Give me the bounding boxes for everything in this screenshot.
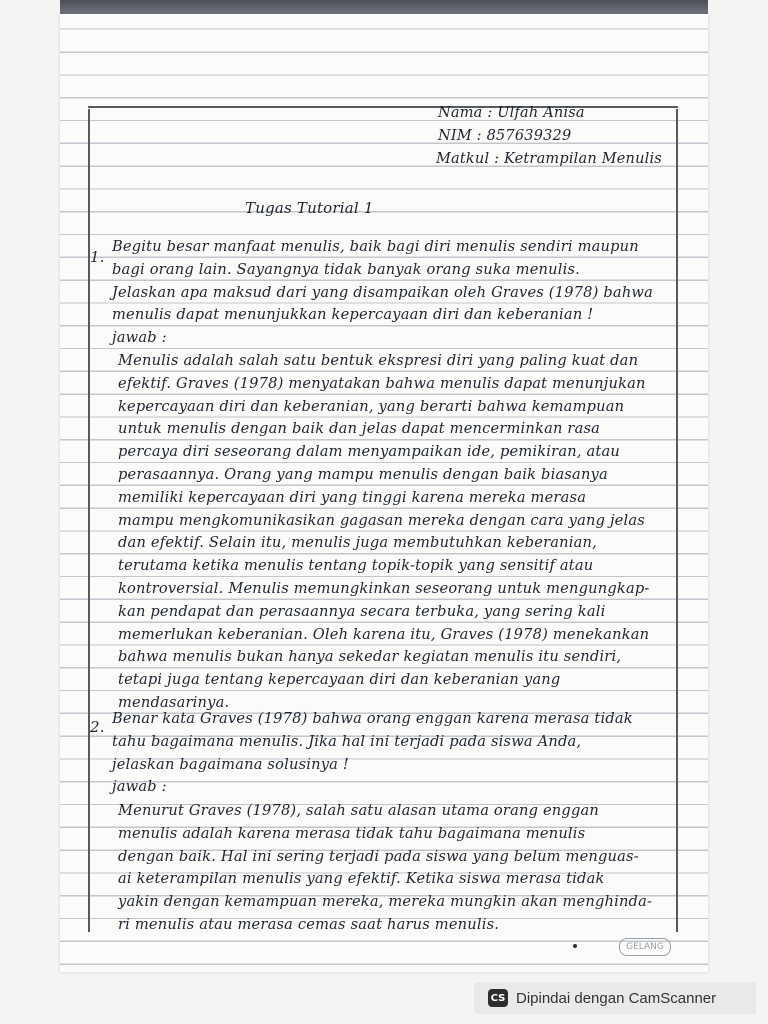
answer-line: kepercayaan diri dan keberanian, yang berarti bahwa kemampuan bbox=[118, 397, 625, 415]
page-mark bbox=[573, 944, 577, 948]
question-line: jelaskan bagaimana solusinya ! bbox=[112, 755, 349, 773]
answer-line: efektif. Graves (1978) menyatakan bahwa menulis dapat menunjukan bbox=[118, 374, 646, 392]
answer-line: menulis adalah karena merasa tidak tahu bagaimana menulis bbox=[118, 824, 586, 842]
question-1-number: 1. bbox=[90, 248, 105, 266]
question-1-text bbox=[112, 236, 672, 350]
left-margin-line bbox=[88, 109, 90, 932]
notebook-brand-stamp: GELANG bbox=[619, 938, 671, 956]
question-line: bagi orang lain. Sayangnya tidak banyak orang suka menulis. bbox=[112, 260, 580, 278]
student-nim: NIM : 857639329 bbox=[438, 128, 572, 144]
question-line: Begitu besar manfaat menulis, baik bagi diri menulis sendiri maupun bbox=[112, 238, 639, 255]
answer-line: kan pendapat dan perasaannya secara terbuka, yang sering kali bbox=[118, 602, 606, 620]
question-2-number: 2. bbox=[90, 718, 105, 736]
camscanner-watermark bbox=[474, 982, 756, 1014]
answer-line: Menurut Graves (1978), salah satu alasan utama orang enggan bbox=[118, 802, 599, 819]
answer-line: untuk menulis dengan baik dan jelas dapat mencerminkan rasa bbox=[118, 420, 601, 438]
question-2-text bbox=[112, 708, 672, 799]
answer-line: ai keterampilan menulis yang efektif. Ketika siswa merasa tidak bbox=[118, 870, 605, 888]
camscanner-logo-icon: CS bbox=[488, 989, 508, 1007]
question-line: tahu bagaimana menulis. Jika hal ini terjadi pada siswa Anda, bbox=[112, 732, 582, 750]
answer-1-text bbox=[118, 350, 678, 715]
answer-line: percaya diri seseorang dalam menyampaikan ide, pemikiran, atau bbox=[118, 443, 620, 461]
answer-line: ri menulis atau merasa cemas saat harus menulis. bbox=[118, 915, 500, 933]
answer-line: mendasarinya. bbox=[118, 693, 230, 711]
answer-label: jawab : bbox=[112, 778, 167, 796]
answer-line: terutama ketika menulis tentang topik-topik yang sensitif atau bbox=[118, 557, 594, 575]
answer-line: yakin dengan kemampuan mereka, mereka mungkin akan menghinda- bbox=[118, 893, 653, 911]
question-line: Jelaskan apa maksud dari yang disampaikan oleh Graves (1978) bahwa bbox=[112, 283, 654, 301]
answer-line: memerlukan keberanian. Oleh karena itu, Graves (1978) menekankan bbox=[118, 625, 650, 643]
page-title: Tugas Tutorial 1 bbox=[245, 199, 374, 217]
student-name: Nama : Ulfah Anisa bbox=[438, 105, 585, 121]
answer-line: perasaannya. Orang yang mampu menulis dengan baik biasanya bbox=[118, 465, 608, 483]
answer-label: jawab : bbox=[112, 329, 167, 347]
answer-2-text bbox=[118, 800, 678, 937]
answer-line: memiliki kepercayaan diri yang tinggi karena mereka merasa bbox=[118, 488, 587, 506]
answer-line: dengan baik. Hal ini sering terjadi pada siswa yang belum menguas- bbox=[118, 847, 639, 865]
question-line: Benar kata Graves (1978) bahwa orang enggan karena merasa tidak bbox=[112, 710, 633, 727]
question-line: menulis dapat menunjukkan kepercayaan diri dan keberanian ! bbox=[112, 306, 594, 324]
course-name: Matkul : Ketrampilan Menulis bbox=[436, 151, 662, 167]
camscanner-text: Dipindai dengan CamScanner bbox=[516, 989, 717, 1007]
answer-line: dan efektif. Selain itu, menulis juga membutuhkan keberanian, bbox=[118, 534, 597, 552]
answer-line: Menulis adalah salah satu bentuk ekspresi diri yang paling kuat dan bbox=[118, 352, 639, 369]
page-top-rule bbox=[88, 106, 678, 108]
answer-line: tetapi juga tentang kepercayaan diri dan keberanian yang bbox=[118, 671, 561, 689]
answer-line: mampu mengkomunikasikan gagasan mereka dengan cara yang jelas bbox=[118, 511, 645, 529]
answer-line: bahwa menulis bukan hanya sekedar kegiatan menulis itu sendiri, bbox=[118, 648, 622, 666]
answer-line: kontroversial. Menulis memungkinkan seseorang untuk mengungkap- bbox=[118, 579, 650, 597]
